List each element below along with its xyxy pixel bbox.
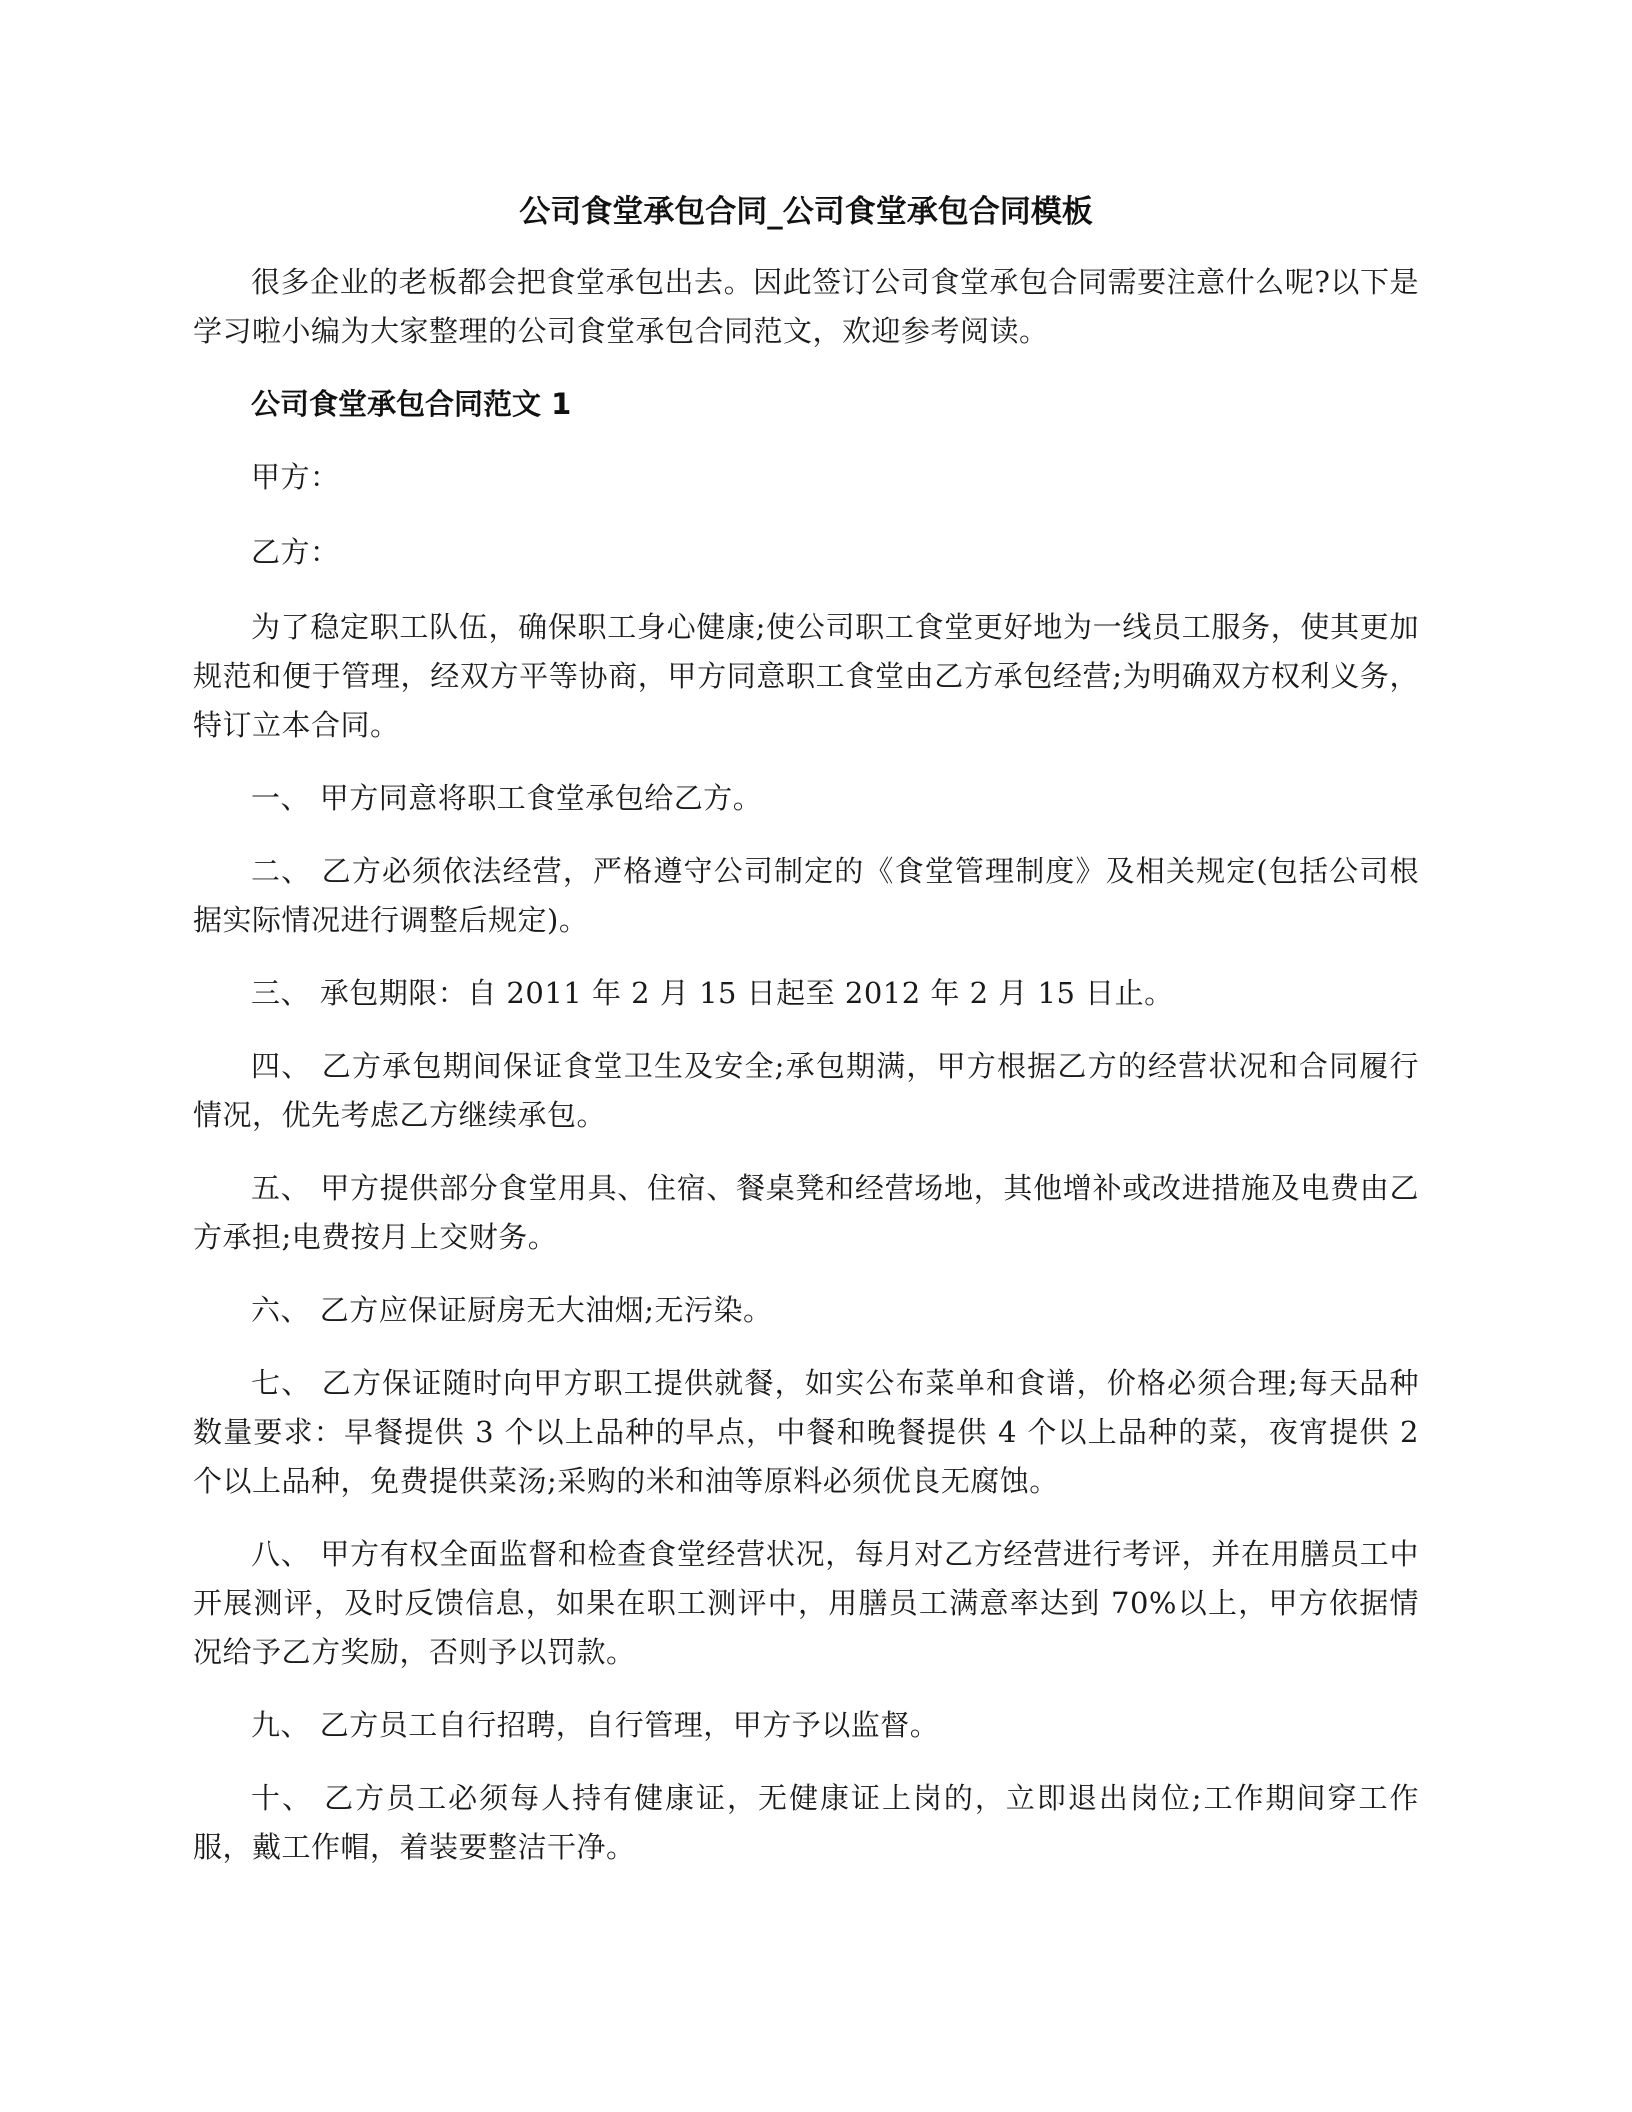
clause-3: 三、 承包期限：自 2011 年 2 月 15 日起至 2012 年 2 月 15 日止。 (251, 976, 1174, 1010)
clause-4: 四、 乙方承包期间保证食堂卫生及安全;承包期满，甲方根据乙方的经营状况和合同履行情况，优先考虑乙方继续承包。 (193, 1049, 1419, 1132)
party-a-line: 甲方： (251, 460, 340, 494)
clause-9: 九、 乙方员工自行招聘，自行管理，甲方予以监督。 (251, 1708, 940, 1742)
clause-10: 十、 乙方员工必须每人持有健康证，无健康证上岗的，立即退出岗位;工作期间穿工作服，戴工作帽，着装要整洁干净。 (193, 1781, 1419, 1864)
clause-2: 二、 乙方必须依法经营，严格遵守公司制定的《食堂管理制度》及相关规定(包括公司根据实际情况进行调整后规定)。 (193, 854, 1419, 937)
document-title: 公司食堂承包合同_公司食堂承包合同模板 (519, 194, 1093, 230)
clause-5: 五、 甲方提供部分食堂用具、住宿、餐桌凳和经营场地，其他增补或改进措施及电费由乙方承担;电费按月上交财务。 (193, 1171, 1419, 1254)
party-b-line: 乙方： (251, 535, 340, 569)
clause-7: 七、 乙方保证随时向甲方职工提供就餐，如实公布菜单和食谱，价格必须合理;每天品种数量要求：早餐提供 3 个以上品种的早点，中餐和晚餐提供 4 个以上品种的菜，夜宵提供 2 个以上品种，免费提供菜汤;采购的米和油等原料必须优良无腐蚀。 (193, 1366, 1419, 1498)
section-heading: 公司食堂承包合同范文 1 (251, 387, 572, 421)
document-body (193, 192, 1419, 1896)
clause-1: 一、 甲方同意将职工食堂承包给乙方。 (251, 781, 763, 815)
clause-8: 八、 甲方有权全面监督和检查食堂经营状况，每月对乙方经营进行考评，并在用膳员工中开展测评，及时反馈信息，如果在职工测评中，用膳员工满意率达到 70%以上，甲方依据情况给予乙方奖励，否则予以罚款。 (193, 1537, 1419, 1669)
intro-paragraph: 很多企业的老板都会把食堂承包出去。因此签订公司食堂承包合同需要注意什么呢?以下是学习啦小编为大家整理的公司食堂承包合同范文，欢迎参考阅读。 (193, 265, 1419, 348)
clause-6: 六、 乙方应保证厨房无大油烟;无污染。 (251, 1293, 773, 1327)
preamble-paragraph: 为了稳定职工队伍，确保职工身心健康;使公司职工食堂更好地为一线员工服务，使其更加规范和便于管理，经双方平等协商，甲方同意职工食堂由乙方承包经营;为明确双方权利义务，特订立本合同。 (193, 610, 1419, 742)
